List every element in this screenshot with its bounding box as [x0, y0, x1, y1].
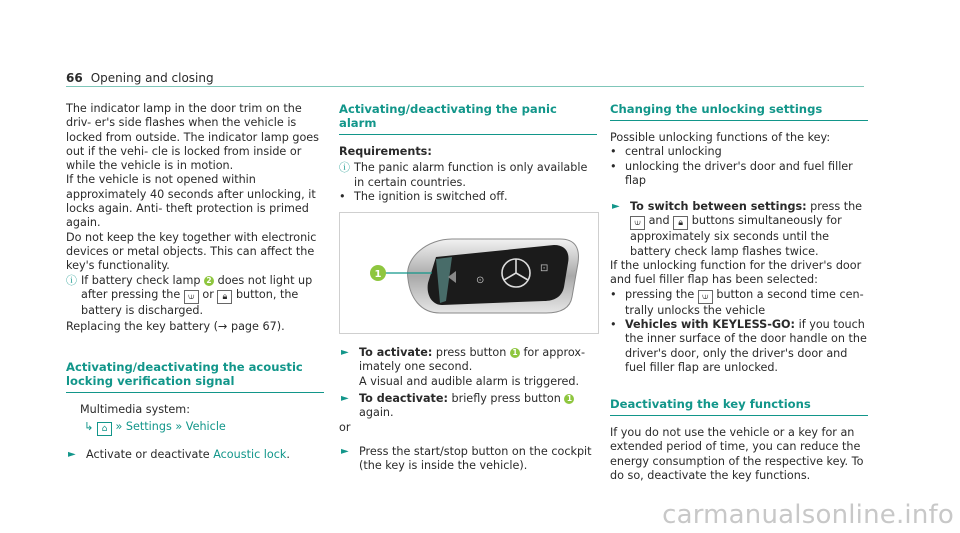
column-left	[66, 102, 324, 462]
car-key-icon	[340, 213, 598, 333]
column-middle	[339, 102, 597, 474]
heading-divider	[66, 392, 324, 393]
home-icon[interactable]: ⌂	[97, 422, 112, 436]
section-title: Opening and closing	[90, 71, 214, 85]
step-item: ► To switch between settings: press the ⟒ and 🔒︎ buttons simultaneously for approximately six seconds until the battery check lamp flashes twice.	[612, 200, 863, 258]
paragraph: If the vehicle is not opened within approximately 40 seconds after unlocking, it locks again. Anti- theft protection is primed again.	[66, 173, 316, 230]
step-arrow-icon: ►	[341, 445, 349, 457]
svg-text:⊡: ⊡	[540, 263, 549, 275]
section-heading: Activating/deactivating the panic alarm	[339, 102, 557, 130]
step-item: ► To deactivate: briefly press button 1 again.	[339, 392, 597, 421]
acoustic-lock-link[interactable]: Acoustic lock	[213, 447, 287, 461]
info-note: ⓘ The panic alarm function is only available in certain countries.	[339, 161, 588, 189]
section-heading: Deactivating the key functions	[610, 397, 811, 412]
list-item: • central unlocking	[610, 145, 722, 159]
info-icon: ⓘ	[66, 273, 77, 287]
section-heading: Changing the unlocking settings	[610, 102, 823, 116]
heading-divider	[339, 134, 597, 135]
requirements-label: Requirements:	[339, 145, 432, 158]
column-right	[610, 102, 868, 483]
callout-badge: 2	[204, 276, 214, 286]
step-item: ► Activate or deactivate Acoustic lock.	[68, 447, 290, 461]
page-header	[66, 71, 214, 85]
or-text: or	[339, 420, 351, 434]
header-divider	[66, 86, 864, 87]
bullet-icon: •	[339, 189, 346, 203]
step-arrow-icon: ►	[68, 448, 76, 460]
list-item: • unlocking the driver's door and fuel filler flap	[610, 159, 853, 187]
step-arrow-icon: ►	[612, 201, 620, 213]
vehicle-link[interactable]: Vehicle	[185, 419, 226, 433]
callout-badge: 1	[564, 394, 574, 404]
bullet-icon: •	[610, 317, 617, 331]
bullet-icon: •	[610, 145, 617, 159]
lock-icon: 🔒︎	[673, 216, 688, 230]
callout-badge: 1	[510, 348, 520, 358]
step-item: ► Press the start/stop button on the cockpit (the key is inside the vehicle).	[341, 444, 592, 473]
step-item: ► To activate: press button 1 for approx- imately one second. A visual and audible alarm is triggered.	[341, 346, 585, 388]
replacing-link-line[interactable]: Replacing the key battery (→ page 67).	[66, 320, 285, 334]
paragraph: If the unlocking function for the driver's door and fuel filler flap has been selected:	[610, 259, 862, 287]
watermark-text: carmanualsonline.info	[662, 500, 954, 530]
paragraph: Do not keep the key together with electronic devices or metal objects. This can affect the key's functionality.	[66, 230, 317, 273]
arrow-icon: ↳	[84, 419, 94, 433]
paragraph: If you do not use the vehicle or a key for an extended period of time, you can reduce the energy consumption of the respective key. To do so, deactivate the key functions.	[610, 426, 864, 483]
settings-link[interactable]: Settings	[125, 419, 172, 433]
unlock-icon: ⟒	[184, 290, 199, 304]
unlock-icon: ⟒	[630, 216, 645, 230]
paragraph: The indicator lamp in the door trim on the driv- er's side flashes when the vehicle is locked from outside. The indicator lamp goes out if the vehi- cle is locked from inside or while the vehicle is in motion.	[66, 102, 320, 173]
callout-number: 1	[374, 269, 382, 281]
list-item: • pressing the ⟒ button a second time cen- trally unlocks the vehicle	[610, 287, 864, 317]
menu-intro: Multimedia system:	[80, 403, 190, 417]
step-arrow-icon: ►	[341, 347, 349, 359]
heading-divider	[610, 120, 868, 121]
chevron-icon: »	[175, 419, 183, 433]
info-icon: ⓘ	[339, 161, 350, 175]
step-arrow-icon: ►	[341, 393, 349, 405]
chevron-icon: »	[115, 419, 123, 433]
key-illustration	[339, 212, 599, 334]
list-item: • The ignition is switched off.	[339, 189, 508, 203]
bullet-icon: •	[610, 287, 617, 301]
info-note: ⓘ If battery check lamp 2 does not light up after pressing the ⟒ or 🔒︎ button, the battery is discharged.	[66, 273, 313, 317]
page-number: 66	[66, 71, 83, 85]
paragraph: Possible unlocking functions of the key:	[610, 131, 831, 144]
lock-icon: 🔒︎	[217, 290, 232, 304]
bullet-icon: •	[610, 159, 617, 173]
svg-text:⊙: ⊙	[476, 275, 485, 287]
list-item: • Vehicles with KEYLESS-GO: if you touch the inner surface of the door handle on the driver's door, only the driver's door and fuel filler flap are unlocked.	[610, 317, 867, 374]
unlock-icon: ⟒	[698, 290, 713, 304]
menu-path	[66, 420, 324, 436]
section-heading: Activating/deactivating the acoustic locking verification signal	[66, 360, 303, 389]
heading-divider	[610, 415, 868, 416]
